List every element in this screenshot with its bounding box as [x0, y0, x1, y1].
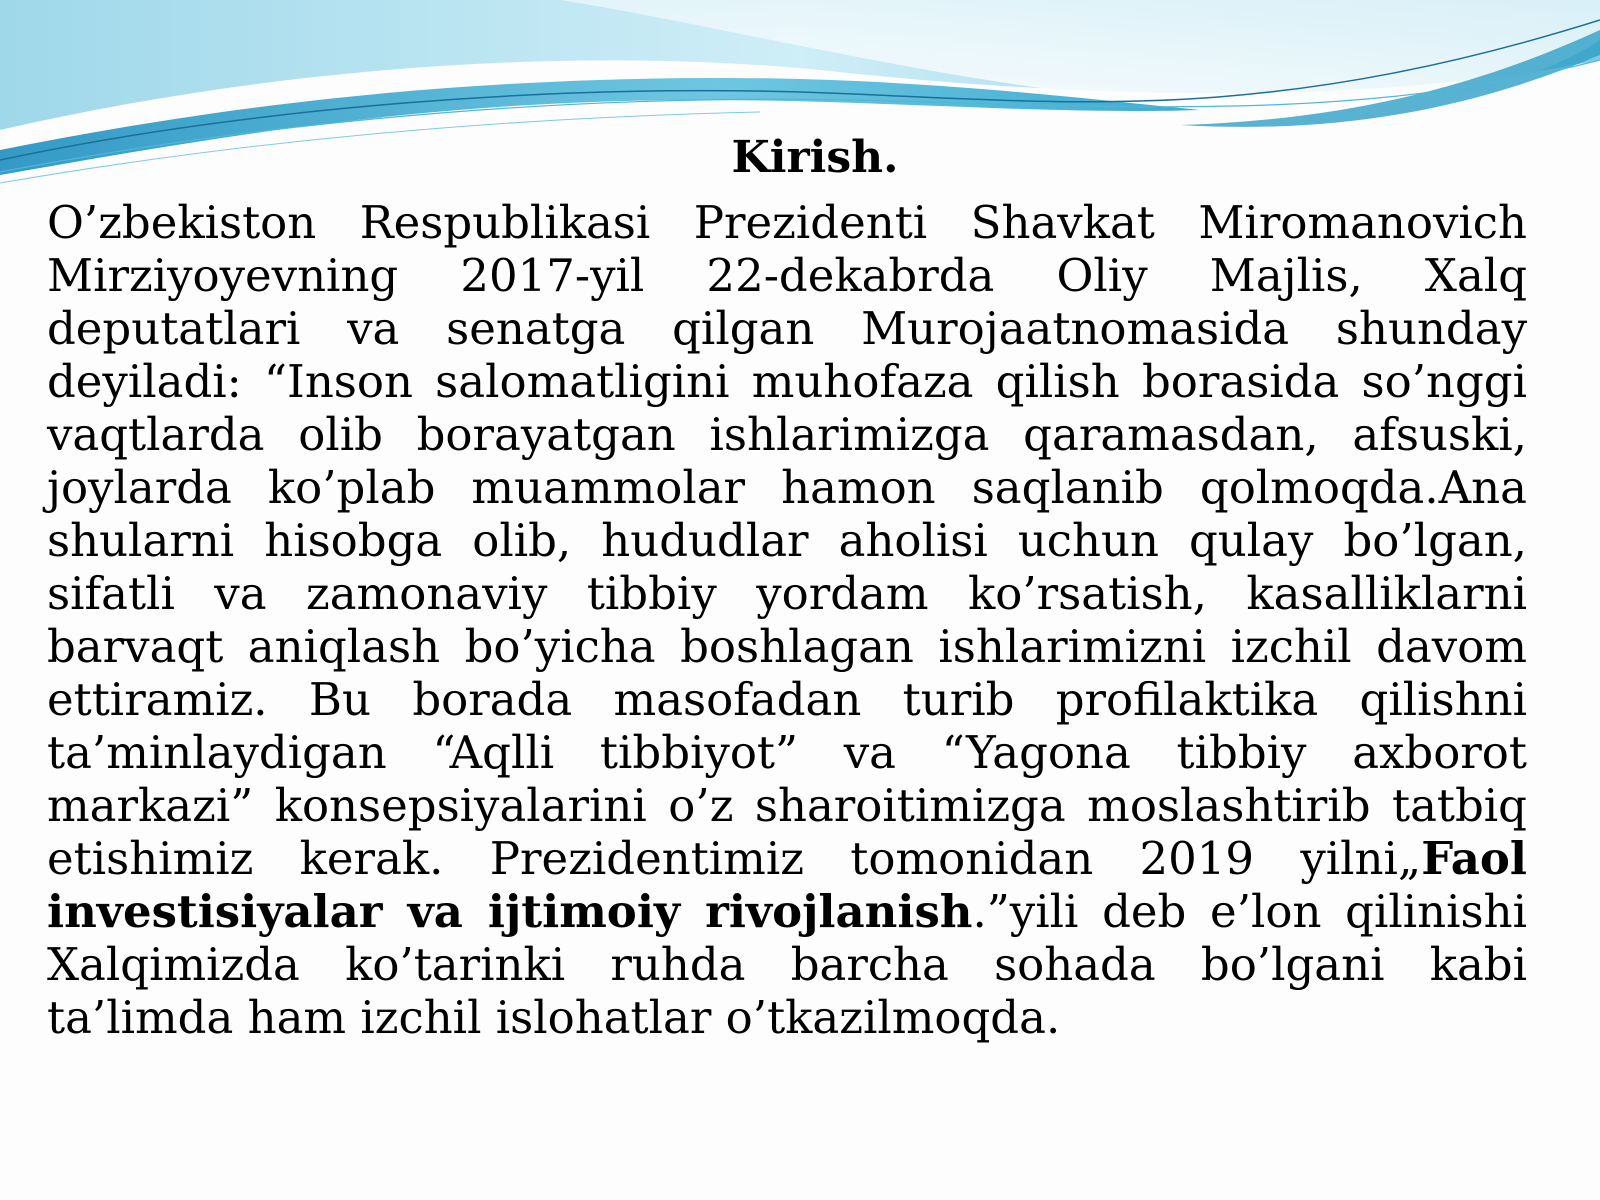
slide-title: Kirish.: [731, 132, 899, 183]
paragraph-bold-text: Faol investisiyalar va ijtimoiy rivojlanish: [47, 832, 1527, 938]
paragraph-text-start: O’zbekiston Respublikasi Prezidenti Shavkat Miromanovich Mirziyoyevning 2017-yil 22-dekabrda Oliy Majlis, Xalq deputatlari va senatga qilgan Murojaatnomasida shunday deyiladi: “Inson salomatligini muhofaza qilish borasida so’nggi vaqtlarda olib borayatgan ishlarimizga qaramasdan, afsuski, joylarda ko’plab muammolar hamon saqlanib qolmoqda.Ana shularni hisobga olib, hududlar aholisi uchun qulay bo’lgan, sifatli va zamonaviy tibbiy yordam ko’rsatish, kasalliklarni barvaqt aniqlash bo’yicha boshlagan ishlarimizni izchil davom ettiramiz. Bu borada masofadan turib profilaktika qilishni ta’minlaydigan “Aqlli tibbiyot” va “Yagona tibbiy axborot markazi” konsepsiyalarini o’z sharoitimizga moslashtirib tatbiq etishimiz kerak. Prezidentimiz tomonidan 2019 yilni„: [47, 196, 1527, 885]
paragraph-text-end: .”yili deb e’lon qilinishi Xalqimizda ko’tarinki ruhda barcha sohada bo’lgani kabi ta’limda ham izchil islohatlar o’tkazilmoqda.: [47, 885, 1527, 1044]
body-paragraph: [47, 196, 1527, 1044]
